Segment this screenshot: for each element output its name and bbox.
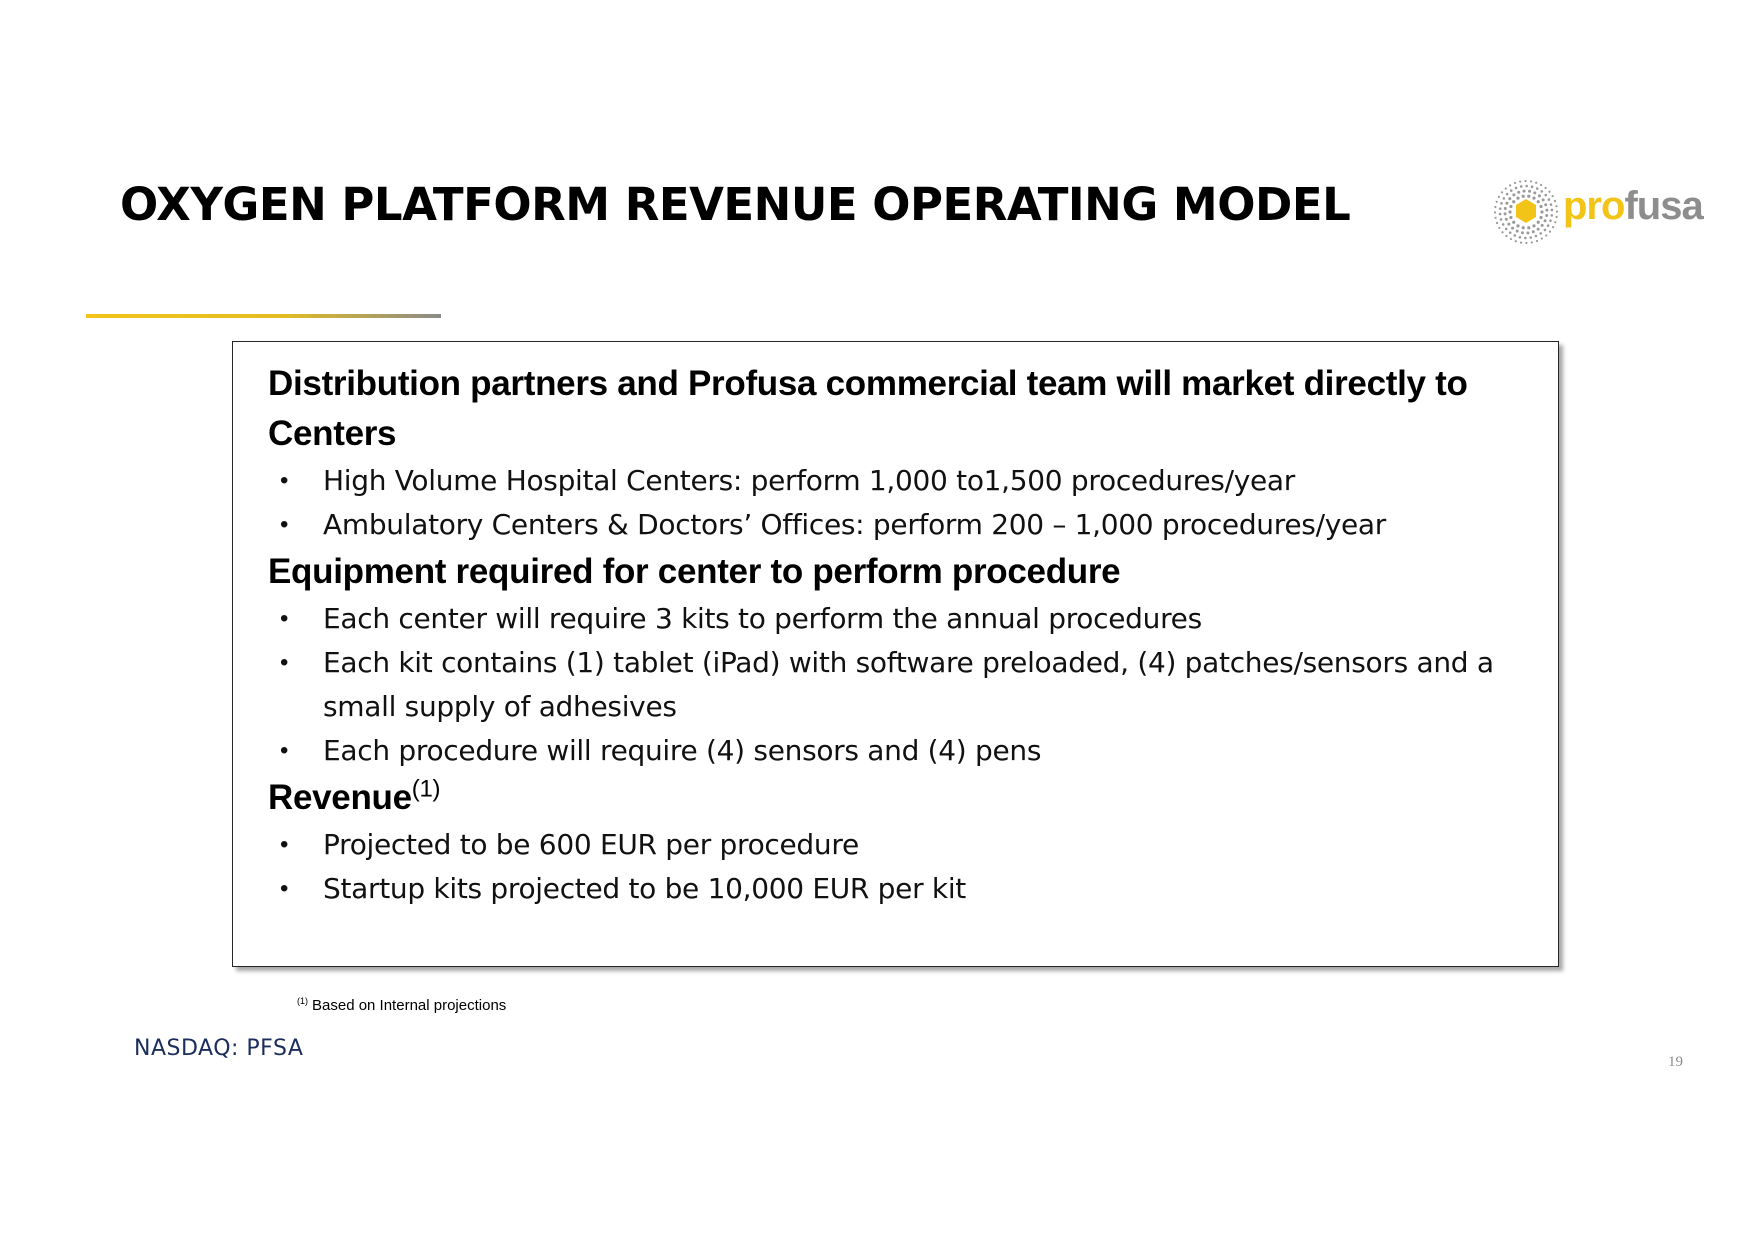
logo-dot [1505,228,1508,231]
logo-dot [1525,242,1527,244]
logo-dot [1529,236,1532,239]
logo-dot [1498,196,1500,198]
footnote [297,996,506,1014]
bullet-text: High Volume Hospital Centers: perform 1,000 to1,500 procedures/year [323,464,1295,497]
logo-dot [1508,210,1511,213]
logo-dot [1506,193,1509,196]
bullet-dot: • [280,831,289,858]
logo-dot [1552,195,1554,197]
logo-dot [1509,184,1511,186]
bullet-text: Ambulatory Centers & Doctors’ Offices: perform 200 – 1,000 procedures/year [323,508,1386,541]
logo-dot [1520,242,1522,244]
bullet-text: Each procedure will require (4) sensors and (4) pens [323,734,1042,767]
logo-dot [1521,231,1524,234]
logo-text-pro: pro [1563,184,1625,228]
logo-dot [1538,194,1541,197]
list-item [268,641,1524,729]
logo-dot [1527,226,1530,229]
logo-dot [1504,212,1507,215]
bullet-text: Each center will require 3 kits to perform the annual procedures [323,602,1202,635]
logo-dot [1504,207,1507,210]
logo-dot [1552,226,1554,228]
logo-dot [1500,202,1503,205]
logo-dot [1512,193,1515,196]
list-item [268,503,1524,547]
logo-dot [1540,210,1543,213]
logo-dot [1512,200,1515,203]
list-item [268,823,1524,867]
logo-dot [1541,190,1544,193]
section-heading-revenue-text: Revenue [268,778,412,817]
logo-dot [1515,240,1517,242]
section-heading-distribution: Distribution partners and Profusa commercial team will market directly to Centers [268,364,1468,453]
revenue-footnote-marker: (1) [411,775,441,803]
logo-dot [1544,194,1547,197]
logo-dot [1502,223,1505,226]
logo-dot [1545,187,1547,189]
logo-dot [1510,238,1512,240]
logo-dot [1532,230,1535,233]
logo-dot [1537,221,1540,224]
logo-dot [1539,232,1542,235]
logo-dot [1541,238,1543,240]
logo-dot [1542,198,1545,201]
logo-dot [1505,235,1507,237]
section-heading-revenue [268,773,1524,823]
logo-dot [1522,226,1525,229]
logo-dot [1536,187,1539,190]
page-number: 19 [1668,1054,1683,1070]
bullet-list-equipment [268,597,1524,773]
logo-dot [1554,200,1556,202]
logo-dot [1514,234,1517,237]
logo-dot [1515,187,1518,190]
logo-dot [1505,218,1508,221]
logo-dot [1531,185,1534,188]
logo-dot [1556,210,1558,212]
logo-dot [1535,235,1538,238]
logo-dot [1509,205,1512,208]
logo-dot [1519,180,1521,182]
logo-dot [1496,222,1498,224]
dotted-hexagon-icon [1492,176,1560,248]
logo-dot [1511,227,1514,230]
logo-dot [1549,231,1551,233]
logo-dot [1540,184,1542,186]
list-item [268,597,1524,641]
logo-dot [1517,191,1520,194]
logo-dot [1512,221,1515,224]
logo-dot [1532,224,1535,227]
logo-dot [1494,211,1496,213]
bullet-text: Projected to be 600 EUR per procedure [323,828,859,861]
logo-dot [1544,229,1547,232]
logo-dot [1537,200,1540,203]
stock-ticker: NASDAQ: PFSA [134,1036,304,1061]
logo-dot [1505,202,1508,205]
profusa-logo [1492,176,1703,248]
bullet-dot: • [280,467,289,494]
logo-dot [1509,216,1512,219]
logo-dot [1519,236,1522,239]
logo-dot [1530,180,1532,182]
logo-dot [1548,198,1551,201]
logo-dot [1499,213,1502,216]
logo-dot [1499,207,1502,210]
logo-dot [1523,190,1526,193]
list-item [268,729,1524,773]
logo-text-fusa: fusa [1624,184,1703,228]
logo-dot [1524,237,1527,240]
logo-dot [1533,191,1536,194]
slide-title: OXYGEN PLATFORM REVENUE OPERATING MODEL [120,178,1351,231]
logo-dot [1544,203,1547,206]
content-box [232,341,1559,967]
bullet-text: Each kit contains (1) tablet (iPad) with software preloaded, (4) patches/sensors and a small supply of adhesives [323,646,1494,723]
logo-dot [1550,203,1553,206]
section-heading-equipment: Equipment required for center to perform procedure [268,552,1121,591]
logo-dot [1508,197,1511,200]
logo-dot [1509,231,1512,234]
logo-dot [1537,228,1540,231]
logo-dot [1555,205,1557,207]
list-item [268,867,1524,911]
logo-dot [1544,219,1547,222]
logo-dot [1532,197,1535,200]
bullet-dot: • [280,605,289,632]
logo-dot [1516,197,1519,200]
logo-dot [1549,219,1552,222]
logo-dot [1516,224,1519,227]
logo-dot [1522,195,1525,198]
bullet-list-distribution [268,459,1524,547]
footnote-text: Based on Internal projections [312,997,507,1014]
logo-dot [1507,223,1510,226]
bullet-dot: • [280,511,289,538]
logo-dot [1516,230,1519,233]
logo-dot [1554,221,1556,223]
logo-dot [1494,206,1496,208]
logo-dot [1498,227,1500,229]
list-item [268,459,1524,503]
logo-dot [1510,189,1513,192]
logo-dot [1501,191,1503,193]
bullet-list-revenue [268,823,1524,911]
bullet-text: Startup kits projected to be 10,000 EUR per kit [323,872,966,905]
logo-wordmark [1563,186,1703,226]
bullet-dot: • [280,875,289,902]
logo-dot [1548,191,1550,193]
logo-dot [1551,209,1554,212]
logo-dot [1505,187,1507,189]
logo-dot [1536,240,1538,242]
logo-dot [1524,180,1526,182]
title-accent-line [86,314,441,318]
logo-dot [1541,224,1544,227]
logo-dot [1545,209,1548,212]
logo-dot [1503,197,1506,200]
logo-dot [1550,214,1553,217]
logo-dot [1496,201,1498,203]
logo-dot [1535,182,1537,184]
logo-dot [1525,185,1528,188]
footnote-marker: (1) [297,996,308,1006]
logo-dot [1526,231,1529,234]
logo-dot [1520,185,1523,188]
logo-dot [1545,234,1547,236]
logo-dot [1545,214,1548,217]
logo-dot [1556,216,1558,218]
logo-dot [1501,231,1503,233]
logo-dot [1514,182,1516,184]
logo-dot [1500,218,1503,221]
bullet-dot: • [280,737,289,764]
logo-dot [1528,190,1531,193]
logo-dot [1547,224,1550,227]
logo-dot [1539,205,1542,208]
logo-dot [1539,216,1542,219]
logo-dot [1531,241,1533,243]
logo-dot [1494,217,1496,219]
logo-dot [1527,195,1530,198]
bullet-dot: • [280,649,289,676]
